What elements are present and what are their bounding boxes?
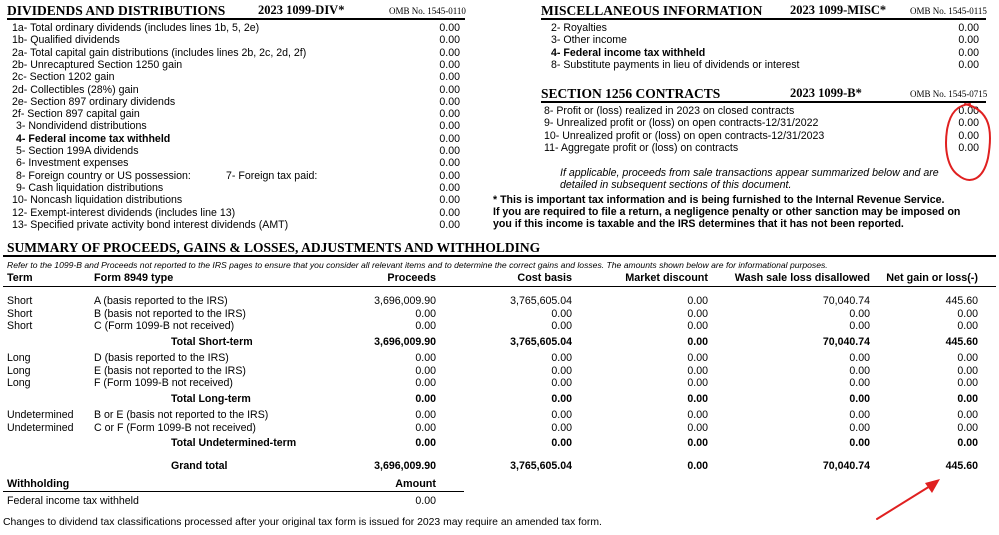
summary-cost-cell: 0.00 xyxy=(551,377,572,390)
div-line-label: 12- Exempt-interest dividends (includes line 13) xyxy=(12,206,236,219)
summary-market-cell: 0.00 xyxy=(687,377,708,390)
div-line-label: 2b- Unrecaptured Section 1250 gain xyxy=(12,58,183,71)
div-section-title: DIVIDENDS AND DISTRIBUTIONS xyxy=(7,3,226,18)
summary-term-cell: Undetermined xyxy=(7,409,74,421)
summary-net-cell: 0.00 xyxy=(957,352,978,364)
summary-cost-cell: 3,765,605.04 xyxy=(510,295,572,307)
summary-market-cell: 0.00 xyxy=(687,364,708,377)
summary-wash-cell: 0.00 xyxy=(849,409,870,421)
col-cost-header: Cost basis xyxy=(517,272,572,284)
div-line-value: 0.00 xyxy=(439,169,460,182)
withholding-amount-header: Amount xyxy=(395,478,436,490)
summary-type-cell: E (basis not reported to the IRS) xyxy=(94,364,246,377)
summary-net-cell: 0.00 xyxy=(957,320,978,333)
div-line-value: 0.00 xyxy=(439,181,460,194)
div-omb: OMB No. 1545-0110 xyxy=(389,6,466,16)
summary-proceeds-cell: 0.00 xyxy=(415,320,436,333)
withholding-header: Withholding xyxy=(7,478,70,490)
summary-proceeds-cell: 3,696,009.90 xyxy=(374,295,436,307)
s1256-omb: OMB No. 1545-0715 xyxy=(910,89,988,99)
s1256-line-value: 0.00 xyxy=(958,117,979,130)
misc-omb: OMB No. 1545-0115 xyxy=(910,6,987,16)
col-proceeds-header: Proceeds xyxy=(387,272,436,284)
summary-market-cell: 0.00 xyxy=(687,409,708,421)
col-term-header: Term xyxy=(7,272,33,284)
misc-line-value: 0.00 xyxy=(958,58,979,71)
col-net-header: Net gain or loss(-) xyxy=(886,272,978,284)
summary-cost-cell: 0.00 xyxy=(551,421,572,434)
div-line-value: 0.00 xyxy=(439,218,460,231)
irs-notice-line2: If you are required to file a return, a negligence penalty or other sanction may be imposed on xyxy=(493,206,961,218)
summary-type-cell: C or F (Form 1099-B not received) xyxy=(94,421,256,434)
div-line-value: 0.00 xyxy=(439,120,460,133)
summary-total-proceeds: 3,696,009.90 xyxy=(374,336,436,349)
col-wash-header: Wash sale loss disallowed xyxy=(734,272,870,284)
summary-cost-cell: 0.00 xyxy=(551,352,572,364)
summary-proceeds-cell: 0.00 xyxy=(415,307,436,320)
s1256-line-label: 11- Aggregate profit or (loss) on contracts xyxy=(544,141,739,154)
summary-term-cell: Short xyxy=(7,307,33,320)
summary-cost-cell: 0.00 xyxy=(551,320,572,333)
div-line-label: 8- Foreign country or US possession: xyxy=(16,169,191,182)
summary-section-title: SUMMARY OF PROCEEDS, GAINS & LOSSES, ADJUSTMENTS AND WITHHOLDING xyxy=(7,240,541,255)
summary-term-cell: Undetermined xyxy=(7,421,74,434)
s1256-line-label: 10- Unrealized profit or (loss) on open contracts-12/31/2023 xyxy=(544,129,825,142)
div-line-label: 13- Specified private activity bond interest dividends (AMT) xyxy=(12,218,289,231)
arrow-annotation xyxy=(877,483,935,519)
withholding-value: 0.00 xyxy=(415,495,436,507)
div-line-label: 2e- Section 897 ordinary dividends xyxy=(12,95,176,108)
div-line-label: 4- Federal income tax withheld xyxy=(16,132,171,145)
summary-total-cost: 3,765,605.04 xyxy=(510,336,572,349)
summary-total-cost: 0.00 xyxy=(551,393,572,406)
summary-cost-cell: 0.00 xyxy=(551,307,572,320)
grand-total-label: Grand total xyxy=(171,460,228,472)
summary-wash-cell: 0.00 xyxy=(849,364,870,377)
summary-total-wash: 70,040.74 xyxy=(822,336,870,349)
div-line-label: 10- Noncash liquidation distributions xyxy=(12,194,183,207)
misc-section-title: MISCELLANEOUS INFORMATION xyxy=(541,3,763,18)
s1256-line-value: 0.00 xyxy=(958,105,979,117)
grand-total-net: 445.60 xyxy=(945,460,978,472)
div-line-value: 0.00 xyxy=(439,132,460,145)
misc-line-value: 0.00 xyxy=(958,46,979,59)
summary-market-cell: 0.00 xyxy=(687,352,708,364)
div-line-label: 2f- Section 897 capital gain xyxy=(12,108,140,121)
div-line-value: 0.00 xyxy=(439,108,460,121)
div-line-value: 0.00 xyxy=(439,83,460,96)
div-line-value: 0.00 xyxy=(439,145,460,157)
div-line-value: 0.00 xyxy=(439,95,460,108)
summary-total-wash: 0.00 xyxy=(849,393,870,406)
summary-term-cell: Long xyxy=(7,377,31,390)
div-line-label: 3- Nondividend distributions xyxy=(16,120,147,133)
summary-wash-cell: 0.00 xyxy=(849,377,870,390)
summary-proceeds-cell: 0.00 xyxy=(415,352,436,364)
summary-type-cell: B (basis not reported to the IRS) xyxy=(94,307,246,320)
s1256-note-line2: detailed in subsequent sections of this document. xyxy=(560,179,792,191)
summary-total-net: 0.00 xyxy=(957,393,978,406)
div-line-label: 6- Investment expenses xyxy=(16,157,129,170)
grand-total-proceeds: 3,696,009.90 xyxy=(374,460,436,472)
summary-total-net: 445.60 xyxy=(945,336,978,349)
misc-line-label: 8- Substitute payments in lieu of dividends or interest xyxy=(551,58,800,71)
div-line-value: 0.00 xyxy=(439,22,460,34)
summary-market-cell: 0.00 xyxy=(687,307,708,320)
irs-notice-line3: you if this income is taxable and the IRS determines that it has not been reported. xyxy=(493,218,904,230)
summary-total-market: 0.00 xyxy=(687,437,708,450)
misc-line-value: 0.00 xyxy=(958,34,979,47)
summary-type-cell: C (Form 1099-B not received) xyxy=(94,320,235,333)
misc-form-id: 2023 1099-MISC* xyxy=(790,3,887,17)
summary-market-cell: 0.00 xyxy=(687,421,708,434)
div-line-value: 0.00 xyxy=(439,46,460,59)
summary-proceeds-cell: 0.00 xyxy=(415,421,436,434)
misc-line-label: 2- Royalties xyxy=(551,22,607,34)
summary-type-cell: A (basis reported to the IRS) xyxy=(94,295,228,307)
summary-wash-cell: 0.00 xyxy=(849,307,870,320)
misc-line-label: 4- Federal income tax withheld xyxy=(551,46,706,59)
summary-total-proceeds: 0.00 xyxy=(415,393,436,406)
s1256-form-id: 2023 1099-B* xyxy=(790,86,862,100)
s1256-note-line1: If applicable, proceeds from sale transactions appear summarized below and are xyxy=(560,167,939,179)
highlight-scribble-annotation xyxy=(946,104,990,180)
summary-total-wash: 0.00 xyxy=(849,437,870,450)
summary-cost-cell: 0.00 xyxy=(551,409,572,421)
summary-wash-cell: 0.00 xyxy=(849,421,870,434)
div-line-value: 0.00 xyxy=(439,34,460,47)
div-line-label: 9- Cash liquidation distributions xyxy=(16,181,164,194)
summary-term-cell: Long xyxy=(7,352,31,364)
div-line-label: 2a- Total capital gain distributions (includes lines 2b, 2c, 2d, 2f) xyxy=(12,46,307,59)
summary-total-market: 0.00 xyxy=(687,393,708,406)
div-line-value: 0.00 xyxy=(439,157,460,170)
div-line-label: 1b- Qualified dividends xyxy=(12,34,120,47)
grand-total-wash: 70,040.74 xyxy=(822,460,870,472)
summary-net-cell: 0.00 xyxy=(957,409,978,421)
div-line-value: 0.00 xyxy=(439,194,460,207)
grand-total-cost: 3,765,605.04 xyxy=(510,460,572,472)
summary-market-cell: 0.00 xyxy=(687,295,708,307)
s1256-section-title: SECTION 1256 CONTRACTS xyxy=(541,86,721,101)
summary-net-cell: 0.00 xyxy=(957,307,978,320)
div-line-label-secondary: 7- Foreign tax paid: xyxy=(226,169,318,182)
summary-type-cell: D (basis reported to the IRS) xyxy=(94,352,229,364)
summary-total-net: 0.00 xyxy=(957,437,978,450)
summary-type-cell: B or E (basis not reported to the IRS) xyxy=(94,409,269,421)
div-line-value: 0.00 xyxy=(439,206,460,219)
summary-total-cost: 0.00 xyxy=(551,437,572,450)
s1256-line-value: 0.00 xyxy=(958,141,979,154)
summary-net-cell: 445.60 xyxy=(945,295,978,307)
summary-proceeds-cell: 0.00 xyxy=(415,364,436,377)
div-line-label: 5- Section 199A dividends xyxy=(16,145,139,157)
summary-total-proceeds: 0.00 xyxy=(415,437,436,450)
summary-total-label: Total Long-term xyxy=(171,393,251,406)
withholding-label: Federal income tax withheld xyxy=(7,495,139,507)
summary-net-cell: 0.00 xyxy=(957,364,978,377)
div-line-label: 1a- Total ordinary dividends (includes lines 1b, 5, 2e) xyxy=(12,22,260,34)
summary-wash-cell: 0.00 xyxy=(849,352,870,364)
arrowhead-annotation xyxy=(925,479,940,493)
summary-total-label: Total Short-term xyxy=(171,336,253,349)
s1256-line-value: 0.00 xyxy=(958,129,979,142)
s1256-line-label: 8- Profit or (loss) realized in 2023 on closed contracts xyxy=(544,105,795,117)
summary-type-cell: F (Form 1099-B not received) xyxy=(94,377,233,390)
summary-market-cell: 0.00 xyxy=(687,320,708,333)
summary-total-market: 0.00 xyxy=(687,336,708,349)
div-line-value: 0.00 xyxy=(439,71,460,84)
summary-term-cell: Long xyxy=(7,364,31,377)
div-line-label: 2d- Collectibles (28%) gain xyxy=(12,83,139,96)
div-line-label: 2c- Section 1202 gain xyxy=(12,71,115,84)
s1256-line-label: 9- Unrealized profit or (loss) on open contracts-12/31/2022 xyxy=(544,117,819,130)
grand-total-market: 0.00 xyxy=(687,460,708,472)
misc-line-label: 3- Other income xyxy=(551,34,627,47)
div-line-value: 0.00 xyxy=(439,58,460,71)
summary-wash-cell: 70,040.74 xyxy=(822,295,870,307)
col-market-header: Market discount xyxy=(625,272,708,284)
summary-cost-cell: 0.00 xyxy=(551,364,572,377)
summary-term-cell: Short xyxy=(7,295,33,307)
summary-wash-cell: 0.00 xyxy=(849,320,870,333)
summary-net-cell: 0.00 xyxy=(957,421,978,434)
footer-note: Changes to dividend tax classifications processed after your original tax form is issued for 2023 may require an amended tax form. xyxy=(3,517,602,528)
misc-line-value: 0.00 xyxy=(958,22,979,34)
summary-net-cell: 0.00 xyxy=(957,377,978,390)
col-type-header: Form 8949 type xyxy=(94,272,174,284)
summary-proceeds-cell: 0.00 xyxy=(415,409,436,421)
summary-term-cell: Short xyxy=(7,320,33,333)
summary-total-label: Total Undetermined-term xyxy=(171,437,297,450)
div-form-id: 2023 1099-DIV* xyxy=(258,3,345,17)
irs-notice-line1: * This is important tax information and is being furnished to the Internal Revenue Service. xyxy=(493,194,945,206)
summary-proceeds-cell: 0.00 xyxy=(415,377,436,390)
summary-instructions: Refer to the 1099-B and Proceeds not reported to the IRS pages to ensure that you consider all relevant items and to determine the correct gains and losses. The amounts shown below are for informational purposes. xyxy=(7,260,828,270)
